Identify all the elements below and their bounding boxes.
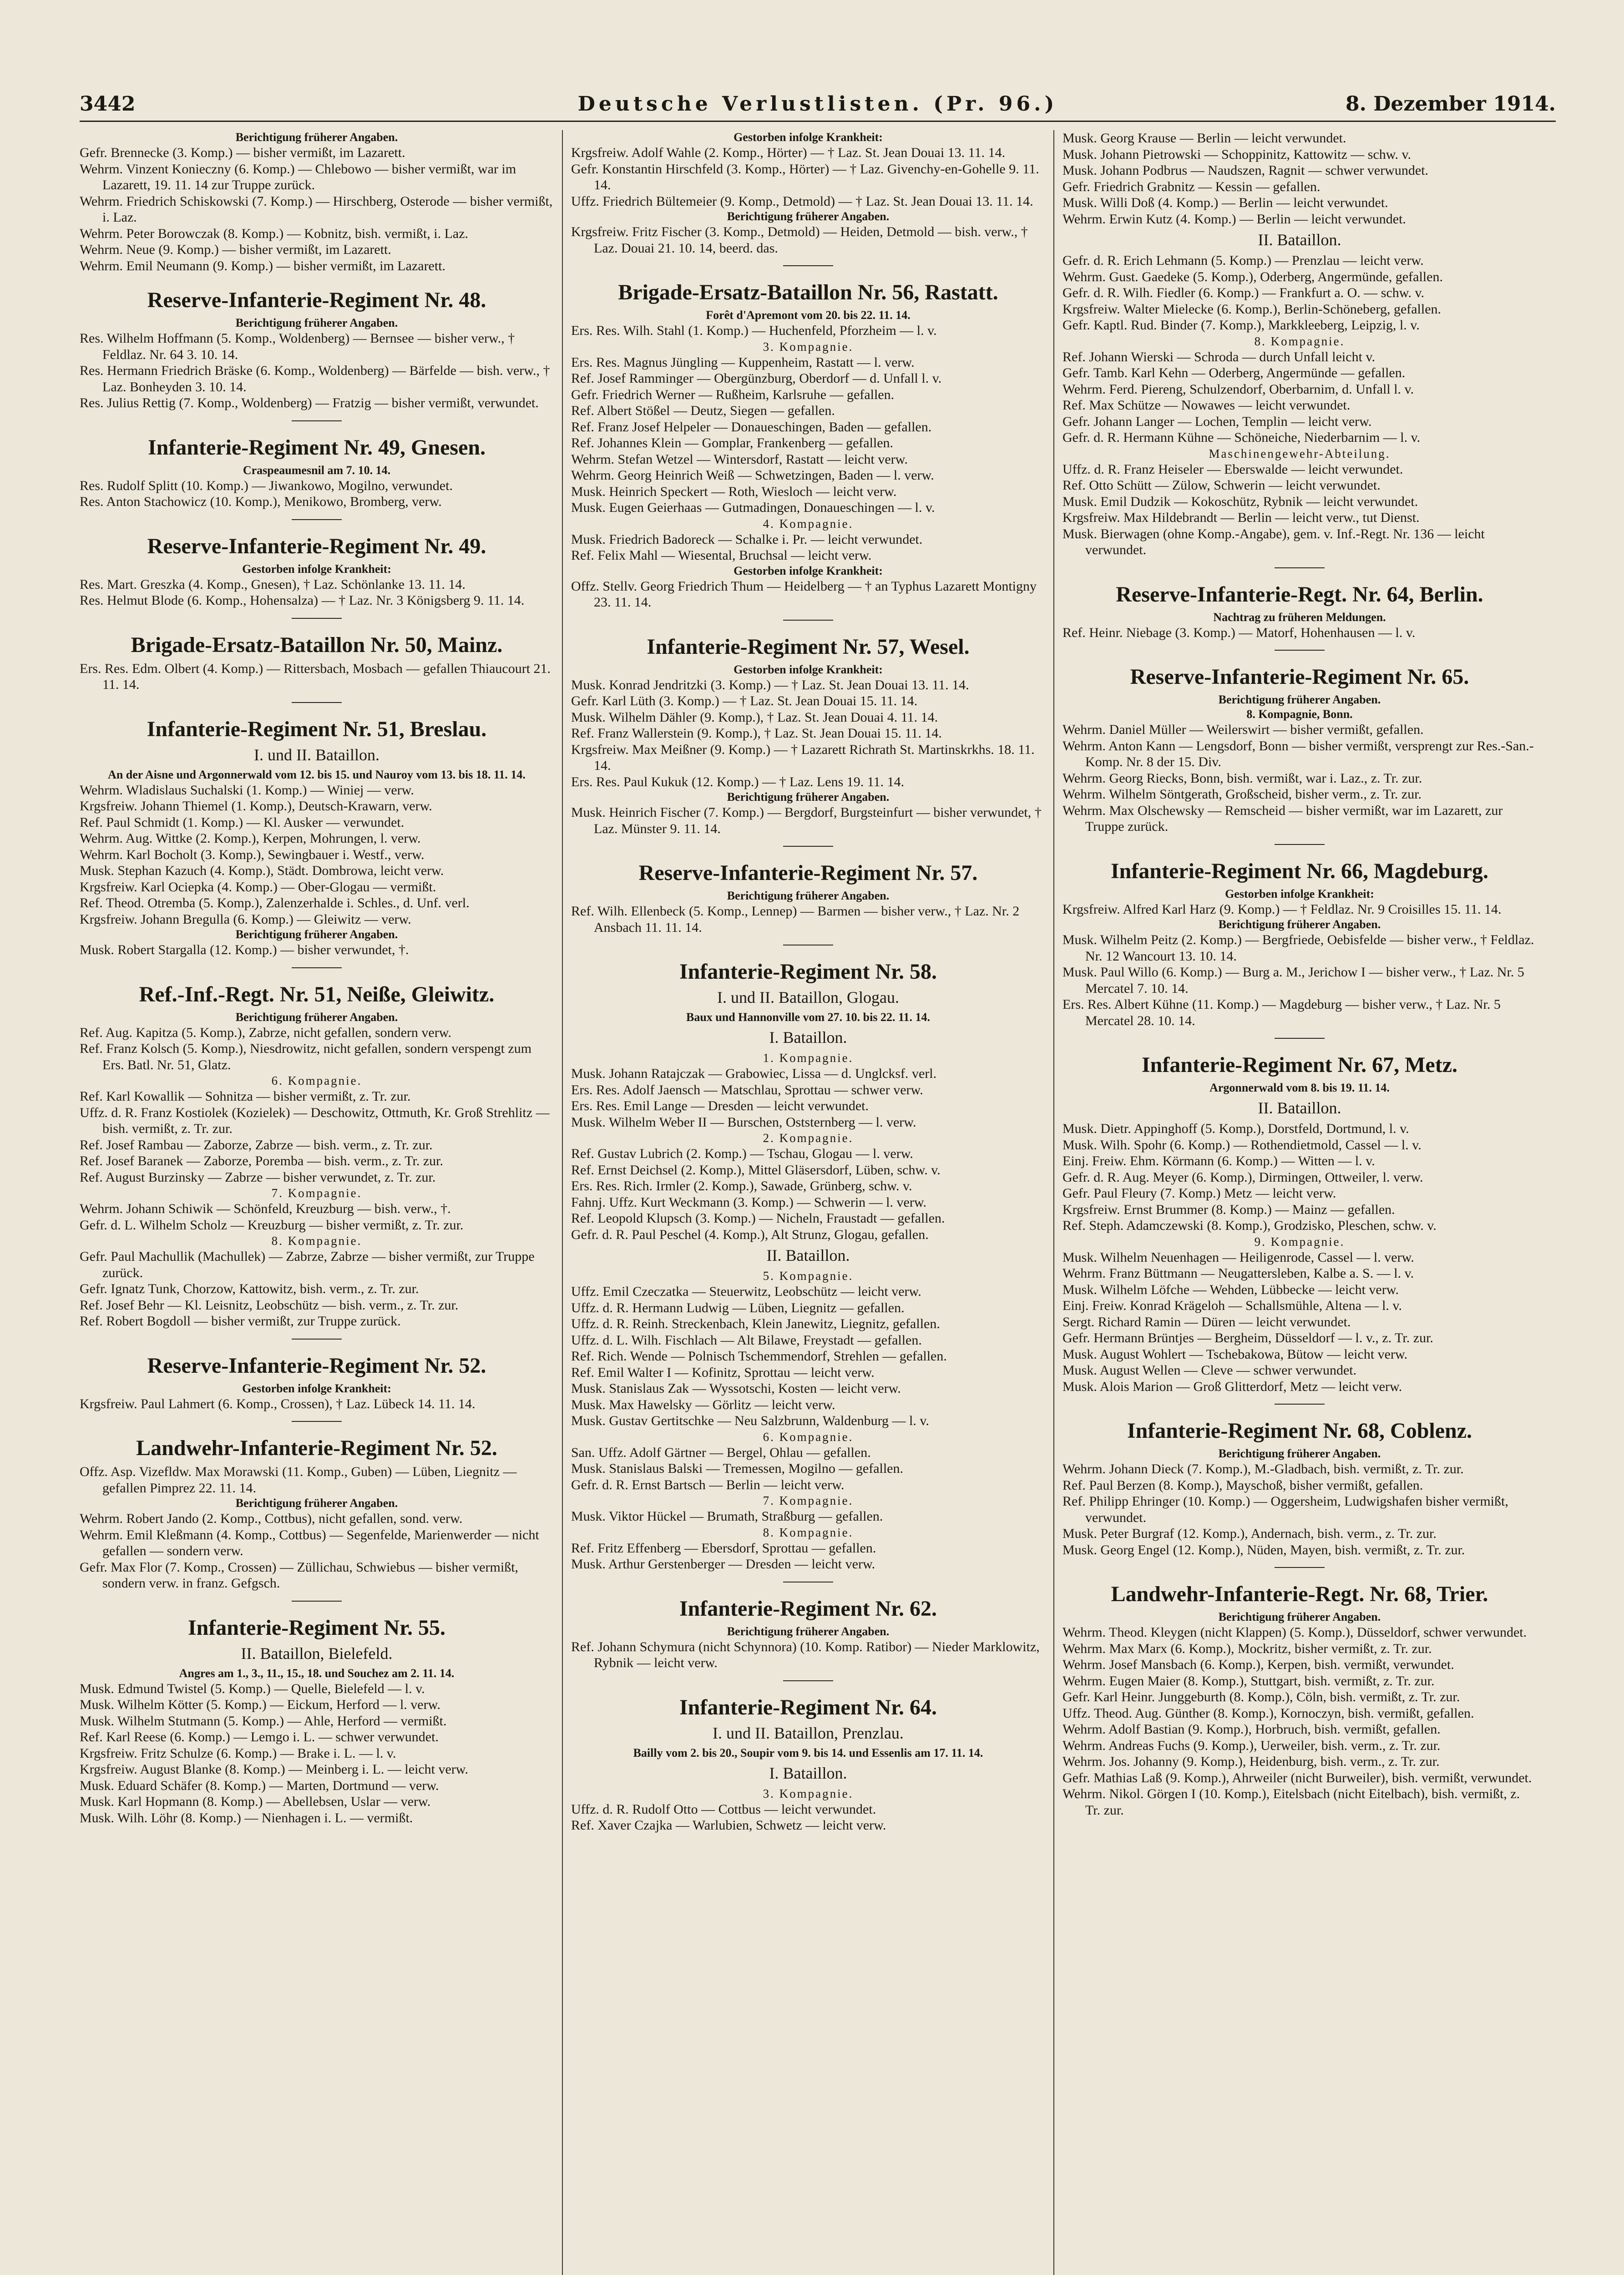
battalion-heading: I. Bataillon. <box>769 1764 847 1782</box>
casualty-entry: Musk. Friedrich Badoreck — Schalke i. Pr. — leicht verwundet. <box>571 531 923 547</box>
section-separator <box>292 967 342 968</box>
casualty-entry: Ers. Res. Paul Kukuk (12. Komp.) — † Laz. Lens 19. 11. 14. <box>571 774 905 789</box>
casualty-entry: Gefr. Karl Lüth (3. Komp.) — † Laz. St. Jean Douai 15. 11. 14. <box>571 693 918 708</box>
casualty-entry: Gefr. d. R. Erich Lehmann (5. Komp.) — Prenzlau — leicht verw. <box>1062 253 1424 268</box>
casualty-entry: Wehrm. Robert Jando (2. Komp., Cottbus), nicht gefallen, sond. verw. <box>80 1511 463 1526</box>
casualty-entry: Fahnj. Uffz. Kurt Weckmann (3. Komp.) — Schwerin — l. verw. <box>571 1194 927 1210</box>
casualty-entry: Ref. Josef Behr — Kl. Leisnitz, Leobschütz — bish. verm., z. Tr. zur. <box>80 1297 459 1313</box>
casualty-entry: Uffz. d. R. Reinh. Streckenbach, Klein Janewitz, Liegnitz, gefallen. <box>571 1316 940 1331</box>
casualty-entry: Krgsfreiw. Paul Lahmert (6. Komp., Crossen), † Laz. Lübeck 14. 11. 14. <box>80 1396 476 1411</box>
casualty-entry: Ref. Josef Ramminger — Obergünzburg, Oberdorf — d. Unfall l. v. <box>571 371 942 386</box>
casualty-entry: Ref. Heinr. Niebage (3. Komp.) — Matorf, Hohenhausen — l. v. <box>1062 625 1416 640</box>
regiment-heading: Reserve-Infanterie-Regiment Nr. 65. <box>1130 665 1469 689</box>
casualty-entry: Res. Hermann Friedrich Bräske (6. Komp., Woldenberg) — Bärfelde — bish. verw., † Laz. Bonheyden 3. 10. 14. <box>80 363 550 394</box>
casualty-entry: Musk. Robert Stargalla (12. Komp.) — bisher verwundet, †. <box>80 942 409 957</box>
battalion-heading: II. Bataillon. <box>766 1246 850 1264</box>
section-separator <box>783 846 833 847</box>
casualty-entry: Gefr. Brennecke (3. Komp.) — bisher vermißt, im Lazarett. <box>80 145 405 160</box>
casualty-entry: Ref. Paul Schmidt (1. Komp.) — Kl. Ausker — verwundet. <box>80 814 405 830</box>
casualty-entry: Ref. Gustav Lubrich (2. Komp.) — Tschau, Glogau — l. verw. <box>571 1146 913 1161</box>
column-1 <box>80 130 554 2275</box>
casualty-entry: Wehrm. Anton Kann — Lengsdorf, Bonn — bisher vermißt, versprengt zur Res.-San.-Komp. Nr. 8 der 15. Div. <box>1062 738 1534 769</box>
casualty-entry: Wehrm. Franz Büttmann — Neugattersleben, Kalbe a. S. — l. v. <box>1062 1266 1414 1281</box>
battalion-heading: II. Bataillon. <box>1258 231 1341 249</box>
casualty-entry: Res. Anton Stachowicz (10. Komp.), Menikowo, Bromberg, verw. <box>80 494 442 509</box>
casualty-entry: Wehrm. Daniel Müller — Weilerswirt — bisher vermißt, gefallen. <box>1062 722 1424 737</box>
casualty-entry: Ref. Philipp Ehringer (10. Komp.) — Oggersheim, Ludwigshafen bisher vermißt, verwundet. <box>1062 1494 1508 1525</box>
regiment-heading: Reserve-Infanterie-Regiment Nr. 48. <box>147 288 486 312</box>
section-subheading: Craspeaumesnil am 7. 10. 14. <box>243 463 391 477</box>
casualty-entry: Gefr. d. L. Wilhelm Scholz — Kreuzburg — bisher vermißt, z. Tr. zur. <box>80 1217 464 1233</box>
casualty-entry: Ref. Steph. Adamczewski (8. Komp.), Grodzisko, Pleschen, schw. v. <box>1062 1218 1437 1233</box>
company-heading: 3. Kompagnie. <box>763 1786 854 1800</box>
casualty-entry: Sergt. Richard Ramin — Düren — leicht verwundet. <box>1062 1314 1351 1330</box>
casualty-entry: Gefr. Johann Langer — Lochen, Templin — leicht verw. <box>1062 414 1372 429</box>
section-subheading: Nachtrag zu früheren Meldungen. <box>1213 610 1386 624</box>
casualty-entry: Ers. Res. Wilh. Stahl (1. Komp.) — Huchenfeld, Pforzheim — l. v. <box>571 323 937 338</box>
casualty-entry: Musk. Paul Willo (6. Komp.) — Burg a. M., Jerichow I — bisher verw., † Laz. Nr. 5 Mercatel 7. 10. 14. <box>1062 965 1524 996</box>
casualty-entry: Wehrm. Karl Bocholt (3. Komp.), Sewingbauer i. Westf., verw. <box>80 847 425 862</box>
company-heading: 9. Kompagnie. <box>1254 1234 1345 1249</box>
casualty-entry: Musk. Wilh. Löhr (8. Komp.) — Nienhagen i. L. — vermißt. <box>80 1810 413 1825</box>
casualty-entry: Wehrm. Johann Schiwik — Schönfeld, Kreuzburg — bish. verw., †. <box>80 1201 451 1216</box>
casualty-entry: Wehrm. Peter Borowczak (8. Komp.) — Kobnitz, bish. vermißt, i. Laz. <box>80 226 469 241</box>
casualty-entry: Res. Wilhelm Hoffmann (5. Komp., Woldenberg) — Bernsee — bisher verw., † Feldlaz. Nr. 64 3. 10. 14. <box>80 331 515 362</box>
casualty-entry: Krgsfreiw. Adolf Wahle (2. Komp., Hörter) — † Laz. St. Jean Douai 13. 11. 14. <box>571 145 1006 160</box>
casualty-entry: Musk. Emil Dudzik — Kokoschütz, Rybnik — leicht verwundet. <box>1062 494 1418 509</box>
casualty-entry: Ref. Wilh. Ellenbeck (5. Komp., Lennep) — Barmen — bisher verw., † Laz. Nr. 2 Ansbach 11. 11. 14. <box>571 904 1020 935</box>
regiment-heading: Infanterie-Regiment Nr. 57, Wesel. <box>647 634 970 659</box>
section-subheading: Bailly vom 2. bis 20., Soupir vom 9. bis 14. und Essenlis am 17. 11. 14. <box>633 1746 983 1759</box>
casualty-entry: Musk. Heinrich Speckert — Roth, Wiesloch — leicht verw. <box>571 484 897 499</box>
casualty-entry: Wehrm. Neue (9. Komp.) — bisher vermißt, im Lazarett. <box>80 242 391 257</box>
casualty-entry: Wehrm. Adolf Bastian (9. Komp.), Horbruch, bish. vermißt, gefallen. <box>1062 1722 1441 1737</box>
regiment-heading: Infanterie-Regiment Nr. 58. <box>679 960 937 984</box>
casualty-entry: Musk. Johann Podbrus — Naudszen, Ragnit — schwer verwundet. <box>1062 163 1429 178</box>
casualty-entry: Krgsfreiw. Walter Mielecke (6. Komp.), Berlin-Schöneberg, gefallen. <box>1062 301 1442 317</box>
casualty-entry: Ref. Franz Wallerstein (9. Komp.), † Laz. St. Jean Douai 15. 11. 14. <box>571 726 942 741</box>
regiment-heading: Reserve-Infanterie-Regiment Nr. 52. <box>147 1353 486 1378</box>
section-subheading: Gestorben infolge Krankheit: <box>734 564 883 577</box>
casualty-entry: Krgsfreiw. Max Hildebrandt — Berlin — leicht verw., tut Dienst. <box>1062 510 1420 525</box>
battalion-heading: I. und II. Bataillon. <box>254 745 379 764</box>
casualty-entry: Res. Mart. Greszka (4. Komp., Gnesen), † Laz. Schönlanke 13. 11. 14. <box>80 576 465 592</box>
casualty-entry: Uffz. Theod. Aug. Günther (8. Komp.), Kornoczyn, bish. vermißt, gefallen. <box>1062 1705 1474 1721</box>
casualty-entry: Uffz. Emil Czeczatka — Steuerwitz, Leobschütz — leicht verw. <box>571 1284 921 1299</box>
section-separator <box>1275 844 1325 845</box>
casualty-entry: Ref. Josef Rambau — Zaborze, Zabrze — bish. verm., z. Tr. zur. <box>80 1137 433 1153</box>
section-subheading: Gestorben infolge Krankheit: <box>734 662 883 676</box>
section-subheading: 8. Kompagnie, Bonn. <box>1246 708 1353 721</box>
company-heading: 2. Kompagnie. <box>763 1131 854 1145</box>
casualty-entry: Offz. Asp. Vizefldw. Max Morawski (11. Komp., Guben) — Lüben, Liegnitz — gefallen Pimprez 22. 11. 14. <box>80 1464 517 1496</box>
section-subheading: Gestorben infolge Krankheit: <box>734 131 883 144</box>
casualty-entry: Wehrm. Eugen Maier (8. Komp.), Stuttgart, bish. vermißt, z. Tr. zur. <box>1062 1673 1435 1689</box>
battalion-heading: I. und II. Bataillon, Prenzlau. <box>713 1724 904 1742</box>
section-separator <box>1275 1404 1325 1405</box>
regiment-heading: Landwehr-Infanterie-Regt. Nr. 68, Trier. <box>1111 1582 1488 1606</box>
casualty-entry: Einj. Freiw. Konrad Krägeloh — Schallsmühle, Altena — l. v. <box>1062 1298 1402 1313</box>
casualty-entry: Gefr. Max Flor (7. Komp., Crossen) — Züllichau, Schwiebus — bisher vermißt, sondern verw. in franz. Gefgsch. <box>80 1559 519 1591</box>
casualty-entry: Musk. Eugen Geierhaas — Gutmadingen, Donaueschingen — l. v. <box>571 500 935 515</box>
casualty-entry: Wehrm. Josef Mansbach (6. Komp.), Kerpen, bish. vermißt, verwundet. <box>1062 1657 1454 1672</box>
casualty-entry: Ref. Felix Mahl — Wiesental, Bruchsal — leicht verw. <box>571 548 872 563</box>
casualty-entry: Musk. Edmund Twistel (5. Komp.) — Quelle, Bielefeld — l. v. <box>80 1681 425 1696</box>
casualty-entry: Ref. Johannes Klein — Gomplar, Frankenberg — gefallen. <box>571 435 894 450</box>
casualty-entry: Wehrm. Friedrich Schiskowski (7. Komp.) — Hirschberg, Osterode — bisher vermißt, i. Laz. <box>80 193 553 225</box>
casualty-entry: Wehrm. Erwin Kutz (4. Komp.) — Berlin — leicht verwundet. <box>1062 211 1406 227</box>
regiment-heading: Infanterie-Regiment Nr. 66, Magdeburg. <box>1110 859 1489 883</box>
casualty-entry: Musk. August Wohlert — Tschebakowa, Bütow — leicht verw. <box>1062 1346 1408 1362</box>
section-subheading: Berichtigung früherer Angaben. <box>235 131 398 144</box>
casualty-entry: Musk. Johann Ratajczak — Grabowiec, Lissa — d. Unglcksf. verl. <box>571 1066 937 1081</box>
casualty-entry: Ref. Josef Baranek — Zaborze, Poremba — bish. verm., z. Tr. zur. <box>80 1153 443 1168</box>
section-subheading: Berichtigung früherer Angaben. <box>727 790 890 804</box>
section-subheading: Baux und Hannonville vom 27. 10. bis 22. 11. 14. <box>686 1011 931 1024</box>
section-subheading: Angres am 1., 3., 11., 15., 18. und Souchez am 2. 11. 14. <box>179 1666 455 1680</box>
casualty-entry: Wehrm. Georg Heinrich Weiß — Schwetzingen, Baden — l. verw. <box>571 468 934 483</box>
casualty-entry: Musk. Karl Hopmann (8. Komp.) — Abellebsen, Uslar — verw. <box>80 1794 431 1809</box>
casualty-entry: Wehrm. Andreas Fuchs (9. Komp.), Uerweiler, bish. verm., z. Tr. zur. <box>1062 1738 1441 1753</box>
section-separator <box>292 1339 342 1340</box>
section-subheading: Argonnerwald vom 8. bis 19. 11. 14. <box>1209 1081 1390 1094</box>
casualty-entry: Musk. Willi Doß (4. Komp.) — Berlin — leicht verwundet. <box>1062 195 1388 210</box>
casualty-entry: Ers. Res. Edm. Olbert (4. Komp.) — Rittersbach, Mosbach — gefallen Thiaucourt 21. 11. 14. <box>80 661 551 692</box>
section-subheading: Berichtigung früherer Angaben. <box>727 1624 890 1638</box>
casualty-entry: Musk. Johann Pietrowski — Schoppinitz, Kattowitz — schw. v. <box>1062 147 1412 162</box>
casualty-entry: Res. Rudolf Splitt (10. Komp.) — Jiwankowo, Mogilno, verwundet. <box>80 478 453 493</box>
company-heading: 8. Kompagnie. <box>1254 334 1345 348</box>
casualty-entry: Musk. Konrad Jendritzki (3. Komp.) — † Laz. St. Jean Douai 13. 11. 14. <box>571 677 969 693</box>
casualty-entry: Ref. Rich. Wende — Polnisch Tschemmendorf, Strehlen — gefallen. <box>571 1349 947 1364</box>
section-separator <box>292 618 342 619</box>
section-separator <box>292 1601 342 1602</box>
publication-title <box>80 92 1556 116</box>
casualty-entry: Krgsfreiw. Fritz Schulze (6. Komp.) — Brake i. L. — l. v. <box>80 1745 396 1761</box>
casualty-entry: Wehrm. Emil Neumann (9. Komp.) — bisher vermißt, im Lazarett. <box>80 258 446 273</box>
section-separator <box>292 702 342 703</box>
casualty-entry: Ref. Franz Kolsch (5. Komp.), Niesdrowitz, nicht gefallen, sondern verspengt zum Ers. Batl. Nr. 51, Glatz. <box>80 1041 532 1072</box>
section-subheading: Berichtigung früherer Angaben. <box>1218 918 1381 931</box>
casualty-entry: Ref. Ernst Deichsel (2. Komp.), Mittel Gläsersdorf, Lüben, schw. v. <box>571 1162 941 1178</box>
company-heading: 3. Kompagnie. <box>763 339 854 354</box>
casualty-entry: Wehrm. Stefan Wetzel — Wintersdorf, Rastatt — leicht verw. <box>571 451 908 467</box>
casualty-entry: Musk. Wilhelm Kötter (5. Komp.) — Eickum, Herford — l. verw. <box>80 1697 440 1712</box>
regiment-heading: Landwehr-Infanterie-Regiment Nr. 52. <box>136 1436 497 1460</box>
casualty-entry: Wehrm. Theod. Kleygen (nicht Klappen) (5. Komp.), Düsseldorf, schwer verwundet. <box>1062 1625 1527 1640</box>
casualty-entry: Musk. August Wellen — Cleve — schwer verwundet. <box>1062 1363 1357 1378</box>
casualty-entry: Ers. Res. Rich. Irmler (2. Komp.), Sawade, Grünberg, schw. v. <box>571 1178 912 1193</box>
section-subheading: Berichtigung früherer Angaben. <box>235 316 398 329</box>
casualty-entry: Musk. Wilhelm Dähler (9. Komp.), † Laz. St. Jean Douai 4. 11. 14. <box>571 709 938 725</box>
casualty-entry: Ers. Res. Albert Kühne (11. Komp.) — Magdeburg — bisher verw., † Laz. Nr. 5 Mercatel 28. 10. 14. <box>1062 997 1501 1028</box>
casualty-entry: Uffz. d. R. Rudolf Otto — Cottbus — leicht verwundet. <box>571 1801 876 1817</box>
casualty-entry: Wehrm. Jos. Johanny (9. Komp.), Heidenburg, bish. verm., z. Tr. zur. <box>1062 1754 1440 1769</box>
section-subheading: Gestorben infolge Krankheit: <box>242 562 391 576</box>
casualty-entry: Ers. Res. Emil Lange — Dresden — leicht verwundet. <box>571 1098 869 1113</box>
casualty-entry: Uffz. d. R. Franz Heiseler — Eberswalde — leicht verwundet. <box>1062 461 1403 477</box>
company-heading: 8. Kompagnie. <box>271 1234 362 1248</box>
casualty-entry: Musk. Georg Engel (12. Komp.), Nüden, Mayen, bish. vermißt, z. Tr. zur. <box>1062 1542 1465 1557</box>
casualty-entry: Musk. Stanislaus Balski — Tremessen, Mogilno — gefallen. <box>571 1461 903 1476</box>
casualty-entry: Gefr. Paul Fleury (7. Komp.) Metz — leicht verw. <box>1062 1186 1336 1201</box>
regiment-heading: Infanterie-Regiment Nr. 55. <box>187 1615 446 1640</box>
section-separator <box>1275 567 1325 568</box>
casualty-entry: Wehrm. Wladislaus Suchalski (1. Komp.) — Winiej — verw. <box>80 782 414 798</box>
regiment-heading: Infanterie-Regiment Nr. 67, Metz. <box>1141 1053 1457 1077</box>
battalion-heading: I. Bataillon. <box>769 1028 847 1046</box>
columns <box>80 130 1556 2275</box>
casualty-entry: Wehrm. Emil Kleßmann (4. Komp., Cottbus) — Segenfelde, Marienwerder — nicht gefallen — sondern verw. <box>80 1527 539 1558</box>
casualty-entry: Wehrm. Max Marx (6. Komp.), Mockritz, bisher vermißt, z. Tr. zur. <box>1062 1641 1432 1656</box>
casualty-entry: Krgsfreiw. Alfred Karl Harz (9. Komp.) — † Feldlaz. Nr. 9 Croisilles 15. 11. 14. <box>1062 901 1502 917</box>
casualty-entry: Ref. August Burzinsky — Zabrze — bisher verwundet, z. Tr. zur. <box>80 1169 436 1185</box>
section-subheading: Berichtigung früherer Angaben. <box>727 889 890 902</box>
casualty-entry: Ref. Karl Kowallik — Sohnitza — bisher vermißt, z. Tr. zur. <box>80 1089 411 1104</box>
section-subheading: Gestorben infolge Krankheit: <box>242 1381 391 1395</box>
casualty-entry: Gefr. d. R. Wilh. Fiedler (6. Komp.) — Frankfurt a. O. — schw. v. <box>1062 285 1425 300</box>
regiment-heading: Reserve-Infanterie-Regiment Nr. 57. <box>638 861 978 885</box>
regiment-heading: Infanterie-Regiment Nr. 51, Breslau. <box>147 717 487 741</box>
section-subheading: An der Aisne und Argonnerwald vom 12. bis 15. und Nauroy vom 13. bis 18. 11. 14. <box>108 768 526 781</box>
casualty-entry: Ref. Karl Reese (6. Komp.) — Lemgo i. L. — schwer verwundet. <box>80 1729 439 1744</box>
regiment-heading: Infanterie-Regiment Nr. 49, Gnesen. <box>147 435 486 460</box>
casualty-entry: Krgsfreiw. Ernst Brummer (8. Komp.) — Mainz — gefallen. <box>1062 1202 1395 1217</box>
column-divider <box>1053 130 1054 2275</box>
casualty-entry: Musk. Viktor Hückel — Brumath, Straßburg — gefallen. <box>571 1509 883 1524</box>
section-separator <box>783 265 833 266</box>
company-heading: 6. Kompagnie. <box>271 1074 362 1087</box>
casualty-entry: Gefr. Friedrich Grabnitz — Kessin — gefallen. <box>1062 179 1320 194</box>
section-subheading: Berichtigung früherer Angaben. <box>1218 1447 1381 1460</box>
page-header <box>80 89 1556 122</box>
casualty-entry: Ers. Res. Adolf Jaensch — Matschlau, Sprottau — schwer verw. <box>571 1082 923 1097</box>
casualty-entry: Ref. Otto Schütt — Zülow, Schwerin — leicht verwundet. <box>1062 478 1381 493</box>
casualty-entry: Wehrm. Gust. Gaedeke (5. Komp.), Oderberg, Angermünde, gefallen. <box>1062 269 1443 284</box>
casualty-entry: Musk. Wilhelm Löfche — Wehden, Lübbecke — leicht verw. <box>1062 1282 1399 1297</box>
company-heading: 1. Kompagnie. <box>763 1051 854 1065</box>
column-3 <box>1062 130 1537 2275</box>
casualty-entry: Musk. Alois Marion — Groß Glitterdorf, Metz — leicht verw. <box>1062 1379 1402 1394</box>
casualty-entry: Ref. Emil Walter I — Kofinitz, Sprottau — leicht verw. <box>571 1365 875 1380</box>
regiment-heading: Ref.-Inf.-Regt. Nr. 51, Neiße, Gleiwitz. <box>139 982 495 1006</box>
casualty-entry: Musk. Dietr. Appinghoff (5. Komp.), Dorstfeld, Dortmund, l. v. <box>1062 1121 1409 1136</box>
section-subheading: Berichtigung früherer Angaben. <box>1218 1610 1381 1623</box>
casualty-entry: Musk. Arthur Gerstenberger — Dresden — leicht verw. <box>571 1557 875 1572</box>
casualty-entry: Wehrm. Georg Riecks, Bonn, bish. vermißt, war i. Laz., z. Tr. zur. <box>1062 770 1422 786</box>
casualty-entry: Wehrm. Vinzent Konieczny (6. Komp.) — Chlebowo — bisher vermißt, war im Lazarett, 19. 11. 14 zur Truppe zurück. <box>80 161 516 192</box>
regiment-heading: Infanterie-Regiment Nr. 68, Coblenz. <box>1127 1419 1472 1443</box>
casualty-entry: Wehrm. Ferd. Piereng, Schulzendorf, Oberbarnim, d. Unfall l. v. <box>1062 381 1414 397</box>
casualty-entry: Gefr. Kaptl. Rud. Binder (7. Komp.), Markkleeberg, Leipzig, l. v. <box>1062 318 1420 333</box>
casualty-entry: Einj. Freiw. Ehm. Körmann (6. Komp.) — Witten — l. v. <box>1062 1153 1375 1168</box>
section-subheading: Berichtigung früherer Angaben. <box>1218 693 1381 706</box>
casualty-entry: Gefr. Ignatz Tunk, Chorzow, Kattowitz, bish. verm., z. Tr. zur. <box>80 1281 419 1296</box>
section-separator <box>1275 1038 1325 1039</box>
casualty-entry: Gefr. Konstantin Hirschfeld (3. Komp., Hörter) — † Laz. Givenchy-en-Gohelle 9. 11. 14. <box>571 161 1039 192</box>
issue-number: (Pr. 96.) <box>933 92 1058 116</box>
casualty-entry: Ref. Robert Bogdoll — bisher vermißt, zur Truppe zurück. <box>80 1314 401 1329</box>
casualty-entry: Ref. Xaver Czajka — Warlubien, Schwetz — leicht verw. <box>571 1818 886 1833</box>
regiment-heading: Brigade-Ersatz-Bataillon Nr. 56, Rastatt. <box>618 280 998 304</box>
casualty-entry: Wehrm. Max Olschewsky — Remscheid — bisher vermißt, war im Lazarett, zur Truppe zurück. <box>1062 803 1503 834</box>
casualty-entry: Musk. Gustav Gertitschke — Neu Salzbrunn, Waldenburg — l. v. <box>571 1413 929 1428</box>
casualty-entry: Gefr. d. R. Ernst Bartsch — Berlin — leicht verw. <box>571 1477 845 1492</box>
section-separator <box>1275 650 1325 651</box>
casualty-entry: Gefr. d. R. Aug. Meyer (6. Komp.), Dirmingen, Ottweiler, l. verw. <box>1062 1169 1423 1185</box>
casualty-entry: Musk. Bierwagen (ohne Komp.-Angabe), gem. v. Inf.-Regt. Nr. 136 — leicht verwundet. <box>1062 526 1485 557</box>
casualty-entry: Musk. Wilhelm Weber II — Burschen, Oststernberg — l. verw. <box>571 1114 916 1130</box>
casualty-entry: Wehrm. Nikol. Görgen I (10. Komp.), Eitelsbach (nicht Eitelbach), bish. vermißt, z. Tr. zur. <box>1062 1786 1520 1818</box>
casualty-entry: Musk. Eduard Schäfer (8. Komp.) — Marten, Dortmund — verw. <box>80 1778 439 1793</box>
casualty-entry: Krgsfreiw. Johann Bregulla (6. Komp.) — Gleiwitz — verw. <box>80 911 411 927</box>
casualty-entry: Res. Helmut Blode (6. Komp., Hohensalza) — † Laz. Nr. 3 Königsberg 9. 11. 14. <box>80 593 525 608</box>
casualty-entry: San. Uffz. Adolf Gärtner — Bergel, Ohlau — gefallen. <box>571 1445 871 1460</box>
casualty-entry: Musk. Max Hawelsky — Görlitz — leicht verw. <box>571 1397 835 1412</box>
casualty-entry: Krgsfreiw. Max Meißner (9. Komp.) — † Lazarett Richrath St. Martinskrkhs. 18. 11. 14. <box>571 742 1035 773</box>
regiment-heading: Infanterie-Regiment Nr. 64. <box>679 1695 937 1719</box>
section-subheading: Gestorben infolge Krankheit: <box>1225 887 1374 900</box>
casualty-entry: Gefr. d. R. Paul Peschel (4. Komp.), Alt Strunz, Glogau, gefallen. <box>571 1227 929 1242</box>
casualty-entry: Musk. Wilhelm Neuenhagen — Heiligenrode, Cassel — l. verw. <box>1062 1249 1414 1265</box>
casualty-entry: Musk. Wilh. Spohr (6. Komp.) — Rothendietmold, Cassel — l. v. <box>1062 1137 1422 1153</box>
publication-date: 8. Dezember 1914. <box>1346 92 1556 116</box>
regiment-heading: Reserve-Infanterie-Regt. Nr. 64, Berlin. <box>1116 582 1483 607</box>
casualty-entry: Res. Julius Rettig (7. Komp., Woldenberg) — Fratzig — bisher vermißt, verwundet. <box>80 395 539 410</box>
casualty-entry: Wehrm. Wilhelm Söntgerath, Großscheid, bisher verm., z. Tr. zur. <box>1062 787 1422 802</box>
company-heading: 7. Kompagnie. <box>271 1186 362 1200</box>
casualty-entry: Ref. Aug. Kapitza (5. Komp.), Zabrze, nicht gefallen, sondern verw. <box>80 1025 451 1040</box>
casualty-entry: Gefr. Friedrich Werner — Rußheim, Karlsruhe — gefallen. <box>571 387 895 402</box>
casualty-entry: Krgsfreiw. Karl Ociepka (4. Komp.) — Ober-Glogau — vermißt. <box>80 879 436 895</box>
company-heading: 5. Kompagnie. <box>763 1269 854 1283</box>
page-number: 3442 <box>80 92 136 116</box>
casualty-entry: Ref. Franz Josef Helpeler — Donaueschingen, Baden — gefallen. <box>571 419 932 435</box>
section-separator <box>292 1421 342 1422</box>
casualty-entry: Gefr. Mathias Laß (9. Komp.), Ahrweiler (nicht Burweiler), bish. vermißt, verwundet. <box>1062 1770 1532 1785</box>
section-subheading: Forêt d'Apremont vom 20. bis 22. 11. 14. <box>706 308 911 322</box>
casualty-entry: Ref. Johann Schymura (nicht Schynnora) (10. Komp. Ratibor) — Nieder Marklowitz, Rybnik — leicht verw. <box>571 1639 1040 1670</box>
casualty-entry: Gefr. Karl Heinr. Junggeburth (8. Komp.), Cöln, bish. vermißt, z. Tr. zur. <box>1062 1689 1460 1704</box>
section-separator <box>783 1680 833 1681</box>
casualty-entry: Wehrm. Johann Dieck (7. Komp.), M.-Gladbach, bish. vermißt, z. Tr. zur. <box>1062 1461 1464 1476</box>
column-divider <box>562 130 563 2275</box>
casualty-entry: Offz. Stellv. Georg Friedrich Thum — Heidelberg — † an Typhus Lazarett Montigny 23. 11. 14. <box>571 578 1037 610</box>
section-subheading: Berichtigung früherer Angaben. <box>235 1496 398 1510</box>
section-subheading: Berichtigung früherer Angaben. <box>235 1010 398 1024</box>
casualty-entry: Gefr. Paul Machullik (Machullek) — Zabrze, Zabrze — bisher vermißt, zur Truppe zurück. <box>80 1249 535 1280</box>
casualty-entry: Uffz. Friedrich Bültemeier (9. Komp., Detmold) — † Laz. St. Jean Douai 13. 11. 14. <box>571 193 1033 209</box>
casualty-entry: Musk. Heinrich Fischer (7. Komp.) — Bergdorf, Burgsteinfurt — bisher verwundet, † Laz. Münster 9. 11. 14. <box>571 805 1042 836</box>
casualty-entry: Musk. Wilhelm Stutmann (5. Komp.) — Ahle, Herford — vermißt. <box>80 1713 447 1729</box>
casualty-entry: Uffz. d. R. Hermann Ludwig — Lüben, Liegnitz — gefallen. <box>571 1300 905 1315</box>
company-heading: 7. Kompagnie. <box>763 1494 854 1507</box>
section-separator <box>292 519 342 520</box>
casualty-entry: Ref. Leopold Klupsch (3. Komp.) — Nicheln, Fraustadt — gefallen. <box>571 1211 945 1226</box>
company-heading: 4. Kompagnie. <box>763 516 854 531</box>
battalion-heading: II. Bataillon. <box>1258 1099 1341 1117</box>
battalion-heading: II. Bataillon, Bielefeld. <box>241 1644 393 1663</box>
casualty-entry: Ref. Johann Wierski — Schroda — durch Unfall leicht v. <box>1062 349 1375 364</box>
regiment-heading: Infanterie-Regiment Nr. 62. <box>679 1596 937 1621</box>
casualty-entry: Krgsfreiw. Johann Thiemel (1. Komp.), Deutsch-Krawarn, verw. <box>80 799 432 814</box>
casualty-entry: Krgsfreiw. August Blanke (8. Komp.) — Meinberg i. L. — leicht verw. <box>80 1762 469 1777</box>
regiment-heading: Reserve-Infanterie-Regiment Nr. 49. <box>147 534 486 558</box>
casualty-entry: Krgsfreiw. Fritz Fischer (3. Komp., Detmold) — Heiden, Detmold — bish. verw., † Laz. Douai 21. 10. 14, beerd. das. <box>571 224 1028 256</box>
section-subheading: Berichtigung früherer Angaben. <box>235 928 398 941</box>
casualty-entry: Ref. Max Schütze — Nowawes — leicht verwundet. <box>1062 398 1351 413</box>
casualty-entry: Musk. Stephan Kazuch (4. Komp.), Städt. Dombrowa, leicht verw. <box>80 863 444 878</box>
casualty-entry: Uffz. d. R. Franz Kostiolek (Kozielek) — Deschowitz, Ottmuth, Kr. Groß Strehlitz — bish. vermißt, z. Tr. zur. <box>80 1105 550 1136</box>
casualty-entry: Musk. Peter Burgraf (12. Komp.), Andernach, bish. verm., z. Tr. zur. <box>1062 1526 1437 1541</box>
casualty-entry: Gefr. Hermann Brüntjes — Bergheim, Düsseldorf — l. v., z. Tr. zur. <box>1062 1330 1433 1345</box>
casualty-entry: Ref. Albert Stößel — Deutz, Siegen — gefallen. <box>571 403 835 418</box>
casualty-entry: Ers. Res. Magnus Jüngling — Kuppenheim, Rastatt — l. verw. <box>571 354 915 370</box>
casualty-entry: Gefr. Tamb. Karl Kehn — Oderberg, Angermünde — gefallen. <box>1062 365 1406 380</box>
company-heading: 6. Kompagnie. <box>763 1430 854 1444</box>
casualty-entry: Musk. Georg Krause — Berlin — leicht verwundet. <box>1062 131 1346 146</box>
section-separator <box>292 420 342 421</box>
casualty-entry: Wehrm. Aug. Wittke (2. Komp.), Kerpen, Mohrungen, l. verw. <box>80 831 421 846</box>
regiment-heading: Brigade-Ersatz-Bataillon Nr. 50, Mainz. <box>131 632 503 657</box>
battalion-heading: I. und II. Bataillon, Glogau. <box>717 988 899 1006</box>
company-heading: Maschinengewehr-Abteilung. <box>1209 446 1391 460</box>
casualty-entry: Ref. Fritz Effenberg — Ebersdorf, Sprottau — gefallen. <box>571 1540 876 1556</box>
casualty-entry: Musk. Wilhelm Peitz (2. Komp.) — Bergfriede, Oebisfelde — bisher verw., † Feldlaz. Nr. 12 Wancourt 13. 10. 14. <box>1062 932 1534 964</box>
casualty-entry: Musk. Stanislaus Zak — Wyssotschi, Kosten — leicht verw. <box>571 1381 901 1396</box>
casualty-entry: Uffz. d. L. Wilh. Fischlach — Alt Bilawe, Freystadt — gefallen. <box>571 1332 922 1348</box>
casualty-entry: Gefr. d. R. Hermann Kühne — Schöneiche, Niederbarnim — l. v. <box>1062 430 1421 445</box>
casualty-entry: Ref. Theod. Otremba (5. Komp.), Zalenzerhalde i. Schles., d. Unf. verl. <box>80 895 470 910</box>
company-heading: 8. Kompagnie. <box>763 1525 854 1539</box>
section-separator <box>1275 1567 1325 1568</box>
column-2 <box>571 130 1045 2275</box>
casualty-entry: Ref. Paul Berzen (8. Komp.), Mayschoß, bisher vermißt, gefallen. <box>1062 1477 1423 1493</box>
section-separator <box>783 620 833 621</box>
title-text: Deutsche Verlustlisten. <box>577 92 923 116</box>
section-subheading: Berichtigung früherer Angaben. <box>727 210 890 223</box>
